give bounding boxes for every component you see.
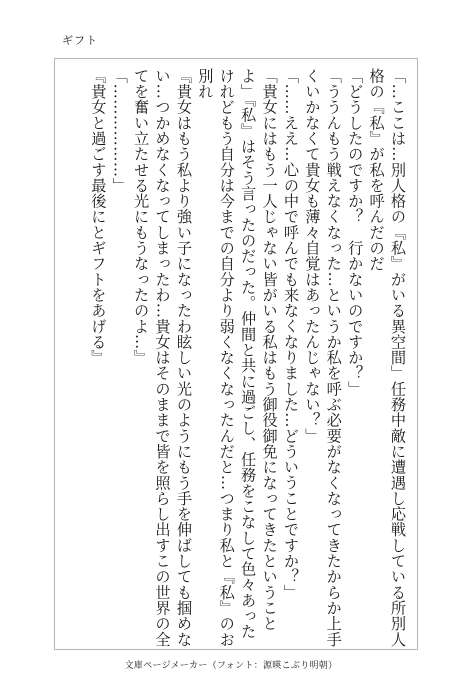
paragraph: 「…ここは…別人格の『私』がいる異空間」任務中敵に遭遇し応戦している所別人格の『私』が私を呼んだのだ	[367, 68, 407, 648]
paragraph: 『貴女はもう私より強い子になったわ眩しい光のようにもう手を伸ばしても掴めない…つかめなくなってしまったわ…貴女はそのままで皆を照らし出すこの世界の全てを奮い立たせる光にもうなったのよ…』	[132, 68, 193, 648]
paragraph: 「………………」	[110, 68, 129, 194]
paragraph: 「どうしたのですか？ 行かないのですか？」	[346, 68, 365, 397]
page-title: ギフト	[62, 34, 98, 47]
paragraph: 「貴女にはもう一人じゃない皆がいる私はもう御役御免になってきたということよ」『私』はそう言ったのだった。仲間と共に過ごし、任務をこなして色々あったけれどもう自分は今までの自分より弱くなくなったんだと…つまり私と『私』のお別れ	[196, 68, 279, 648]
paragraph: 「……ええ…心の中で呼んでも来なくなりました…どういうことですか？」	[281, 68, 300, 601]
paragraph: 『貴女と過ごす最後にとギフトをあげる』	[89, 68, 108, 366]
paragraph: 「ううんもう戦えなくなった…というか私を呼ぶ必要がなくなってきたからか上手くいかなくて貴女も薄々自覚はあったんじゃない？」	[303, 68, 343, 648]
footer-credit: 文庫ページメーカー（フォント：源暎こぶり明朝）	[124, 661, 338, 671]
vertical-text-body	[58, 62, 414, 648]
